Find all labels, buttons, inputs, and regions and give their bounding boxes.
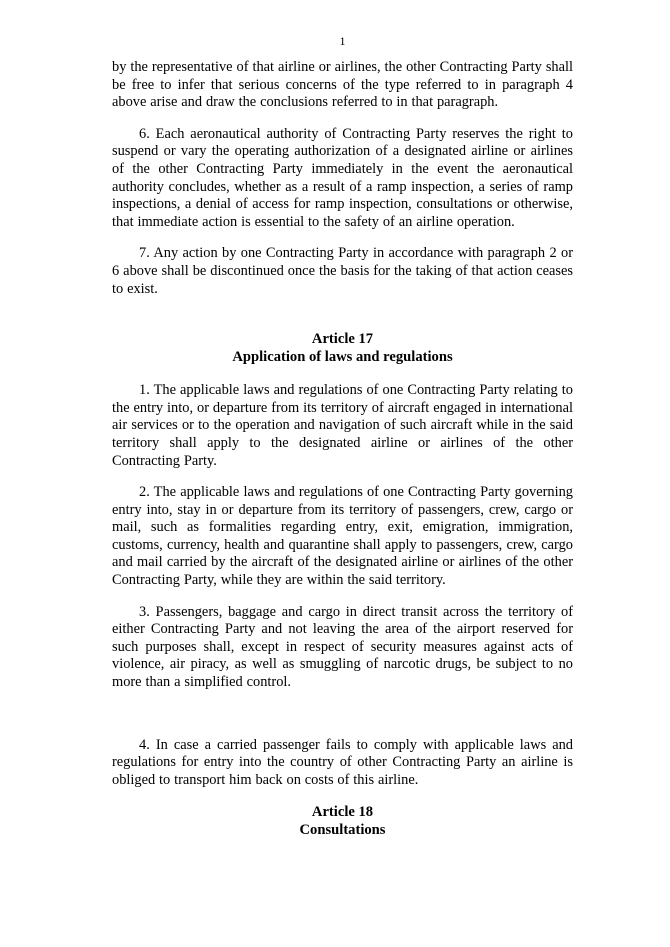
article-18-heading	[112, 803, 573, 839]
paragraph-6: 6. Each aeronautical authority of Contracting Party reserves the right to suspend or vary the operating authorization of a designated airline or airlines of the other Contracting Party immediately in the event the aeronautical authority concludes, whether as a result of a ramp inspection, a series of ramp inspections, a denial of access for ramp inspection, consultations or otherwise, that immediate action is essential to the safety of an airline operation.	[112, 125, 573, 230]
paragraph-continuation: by the representative of that airline or airlines, the other Contracting Party shall be free to infer that serious concerns of the type referred to in paragraph 4 above arise and draw the conclusions referred to in that paragraph.	[112, 59, 573, 111]
article-17-heading	[112, 330, 573, 366]
page-number: 1	[339, 34, 346, 48]
paragraph-1: 1. The applicable laws and regulations of one Contracting Party relating to the entry into, or departure from its territory of aircraft engaged in international air services or to the operation and navigation of such aircraft while in the said territory shall apply to the designated airline or airlines of the other Contracting Party.	[112, 382, 573, 469]
paragraph-2: 2. The applicable laws and regulations of one Contracting Party governing entry into, stay in or departure from its territory of passengers, crew, cargo or mail, such as formalities regarding entry, exit, emigration, immigration, customs, currency, health and quarantine shall apply to passengers, crew, cargo and mail carried by the aircraft of the designated airline or airlines of the other Contracting Party, while they are within the said territory.	[112, 484, 573, 589]
paragraph-4: 4. In case a carried passenger fails to comply with applicable laws and regulations for entry into the country of other Contracting Party an airline is obliged to transport him back on costs of this airline.	[112, 736, 573, 788]
article-17-title: Article 17	[311, 331, 374, 348]
article-18-title: Article 18	[311, 804, 374, 821]
article-18-subtitle: Consultations	[299, 822, 386, 839]
paragraph-3: 3. Passengers, baggage and cargo in direct transit across the territory of either Contracting Party and not leaving the area of the airport reserved for such purposes shall, except in respect of security measures against acts of violence, air piracy, as well as smuggling of narcotic drugs, be subject to no more than a simplified control.	[112, 603, 573, 691]
article-17-subtitle: Application of laws and regulations	[232, 349, 453, 366]
paragraph-7: 7. Any action by one Contracting Party in accordance with paragraph 2 or 6 above shall be discontinued once the basis for the taking of that action ceases to exist.	[112, 245, 573, 297]
